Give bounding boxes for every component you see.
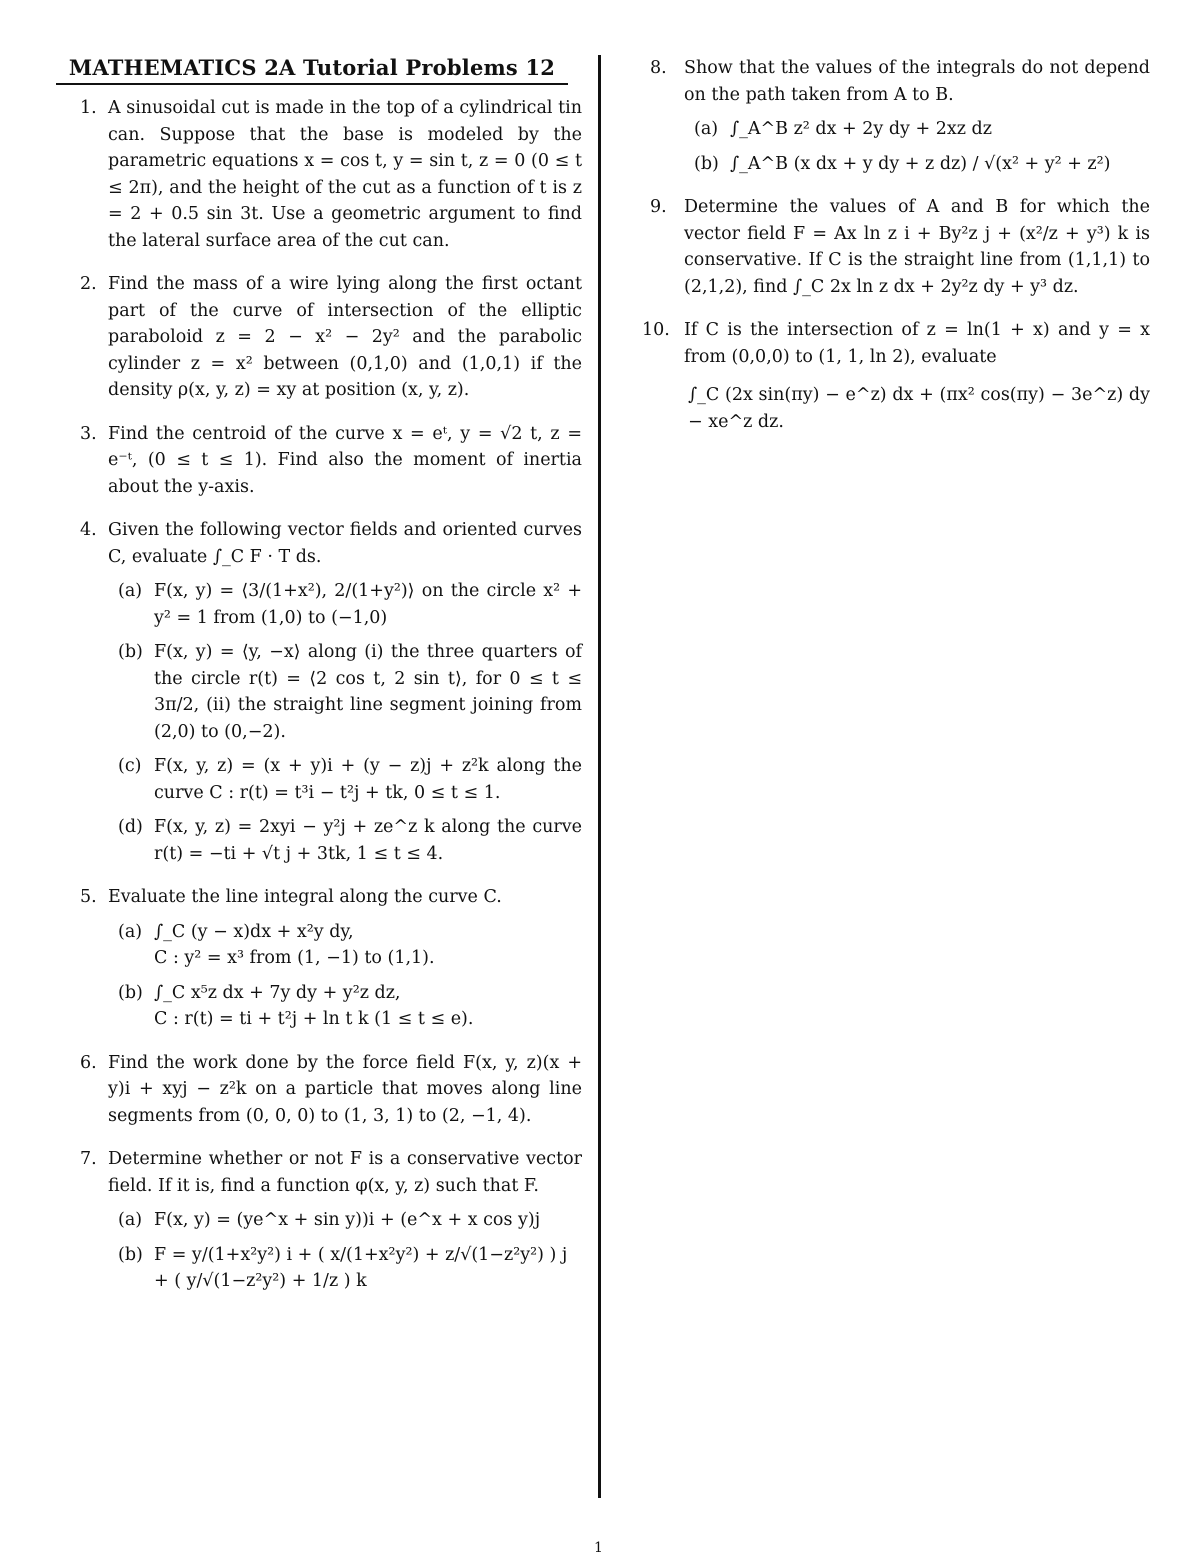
problem-text: Determine whether or not F is a conservative vector field. If it is, find a function φ(x, y, z) such that F. <box>108 1149 582 1196</box>
problem-2 <box>62 271 582 404</box>
part-text-continued: + ( y/√(1−z²y²) + 1/z ) k <box>154 1271 367 1291</box>
problem-9 <box>650 194 1150 300</box>
part-b <box>108 639 582 745</box>
part-text: F(x, y) = ⟨3/(1+x²), 2/(1+y²)⟩ on the circle x² + y² = 1 from (1,0) to (−1,0) <box>154 581 582 628</box>
problem-6 <box>62 1050 582 1130</box>
part-label: (b) <box>118 642 143 662</box>
problem-text: Determine the values of A and B for which the vector field F = Ax ln z i + By²z j + (x²/z + y³) k is conservative. If C is the straight line from (1,1,1) to (2,1,2), find ∫_C 2x ln z dx + 2y²z dy + y³ dz. <box>684 197 1150 297</box>
problem-number: 9. <box>650 197 667 217</box>
part-text: F = y/(1+x²y²) i + ( x/(1+x²y²) + z/√(1−z²y²) ) j <box>154 1244 568 1265</box>
part-label: (b) <box>118 982 143 1003</box>
problem-text: Find the centroid of the curve x = eᵗ, y = √2 t, z = e⁻ᵗ, (0 ≤ t ≤ 1). Find also the moment of inertia about the y-axis. <box>108 423 582 497</box>
part-d <box>108 814 582 867</box>
problem-body <box>684 55 1150 177</box>
problem-text: Find the mass of a wire lying along the first octant part of the curve of intersection of the elliptic paraboloid z = 2 − x² − 2y² and the parabolic cylinder z = x² between (0,1,0) and (1,0,1) if the density ρ(x, y, z) = xy at position (x, y, z). <box>108 274 582 400</box>
part-label: (b) <box>118 1244 143 1265</box>
part-label: (a) <box>118 1210 143 1230</box>
part-text: F(x, y) = ⟨y, −x⟩ along (i) the three quarters of the circle r(t) = ⟨2 cos t, 2 sin t⟩, for 0 ≤ t ≤ 3π/2, (ii) the straight line segment joining from (2,0) to (0,−2). <box>154 642 582 742</box>
problem-text: Show that the values of the integrals do not depend on the path taken from A to B. <box>684 58 1150 105</box>
part-b <box>684 151 1150 178</box>
part-content <box>154 919 582 972</box>
part-label: (d) <box>118 817 143 837</box>
problem-1 <box>62 95 582 254</box>
problem-5 <box>62 884 582 1033</box>
problem-number: 6. <box>80 1052 97 1073</box>
part-label: (a) <box>694 119 719 139</box>
problem-10 <box>642 317 1150 441</box>
problem-text: Evaluate the line integral along the curve C. <box>108 887 502 907</box>
problem-text: If C is the intersection of z = ln(1 + x) and y = x from (0,0,0) to (1, 1, ln 2), evaluate <box>684 320 1150 367</box>
part-a <box>108 1207 582 1234</box>
part-label: (c) <box>118 756 142 776</box>
left-column <box>62 55 582 1312</box>
part-a <box>684 116 1150 143</box>
problem-number: 7. <box>80 1149 97 1169</box>
part-content <box>154 980 582 1033</box>
part-b <box>108 1242 582 1295</box>
part-text: F(x, y, z) = 2xyi − y²j + ze^z k along the curve r(t) = −ti + √t j + 3tk, 1 ≤ t ≤ 4. <box>154 817 582 864</box>
problem-number: 1. <box>80 98 97 118</box>
part-label: (b) <box>694 153 719 174</box>
problem-4 <box>62 517 582 867</box>
part-label: (a) <box>118 921 143 942</box>
page-number: 1 <box>594 1540 603 1556</box>
problem-number: 5. <box>80 887 97 907</box>
problem-number: 4. <box>80 520 97 540</box>
problem-body <box>684 317 1150 441</box>
part-curve: C : r(t) = ti + t²j + ln t k (1 ≤ t ≤ e). <box>154 1009 474 1029</box>
page-title: MATHEMATICS 2A Tutorial Problems 12 <box>56 55 568 85</box>
problem-number: 8. <box>650 58 667 78</box>
problem-body <box>108 884 582 1033</box>
column-divider <box>598 55 601 1498</box>
problem-number: 2. <box>80 274 97 294</box>
part-a <box>108 578 582 631</box>
part-integral: ∫_C x⁵z dx + 7y dy + y²z dz, <box>154 982 401 1003</box>
problem-7 <box>62 1146 582 1295</box>
problem-body <box>108 517 582 867</box>
part-label: (a) <box>118 581 143 601</box>
problem-8 <box>650 55 1150 177</box>
display-integral: ∫_C (2x sin(πy) − e^z) dx + (πx² cos(πy) − 3e^z) dy − xe^z dz. <box>688 385 1150 432</box>
problem-body <box>108 1146 582 1295</box>
problem-text: A sinusoidal cut is made in the top of a cylindrical tin can. Suppose that the base is modeled by the parametric equations x = cos t, y = sin t, z = 0 (0 ≤ t ≤ 2π), and the height of the cut as a function of t is z = 2 + 0.5 sin 3t. Use a geometric argument to find the lateral surface area of the cut can. <box>108 98 582 251</box>
part-a <box>108 919 582 972</box>
part-integral: ∫_C (y − x)dx + x²y dy, <box>154 921 354 942</box>
part-text: F(x, y, z) = (x + y)i + (y − z)j + z²k along the curve C : r(t) = t³i − t²j + tk, 0 ≤ t ≤ 1. <box>154 756 582 803</box>
part-text: F(x, y) = (ye^x + sin y))i + (e^x + x cos y)j <box>154 1210 541 1230</box>
part-content <box>154 1242 582 1295</box>
problem-text: Find the work done by the force field F(x, y, z)(x + y)i + xyj − z²k on a particle that moves along line segments from (0, 0, 0) to (1, 3, 1) to (2, −1, 4). <box>108 1052 582 1126</box>
problem-text: Given the following vector fields and oriented curves C, evaluate ∫_C F · T ds. <box>108 520 582 567</box>
part-curve: C : y² = x³ from (1, −1) to (1,1). <box>154 948 435 968</box>
problem-3 <box>62 421 582 501</box>
problem-number: 10. <box>642 320 670 340</box>
problem-number: 3. <box>80 423 97 444</box>
part-text: ∫_A^B z² dx + 2y dy + 2xz dz <box>730 119 992 139</box>
part-c <box>108 753 582 806</box>
part-text: ∫_A^B (x dx + y dy + z dz) / √(x² + y² + z²) <box>730 153 1111 174</box>
part-b <box>108 980 582 1033</box>
right-column <box>642 55 1150 458</box>
